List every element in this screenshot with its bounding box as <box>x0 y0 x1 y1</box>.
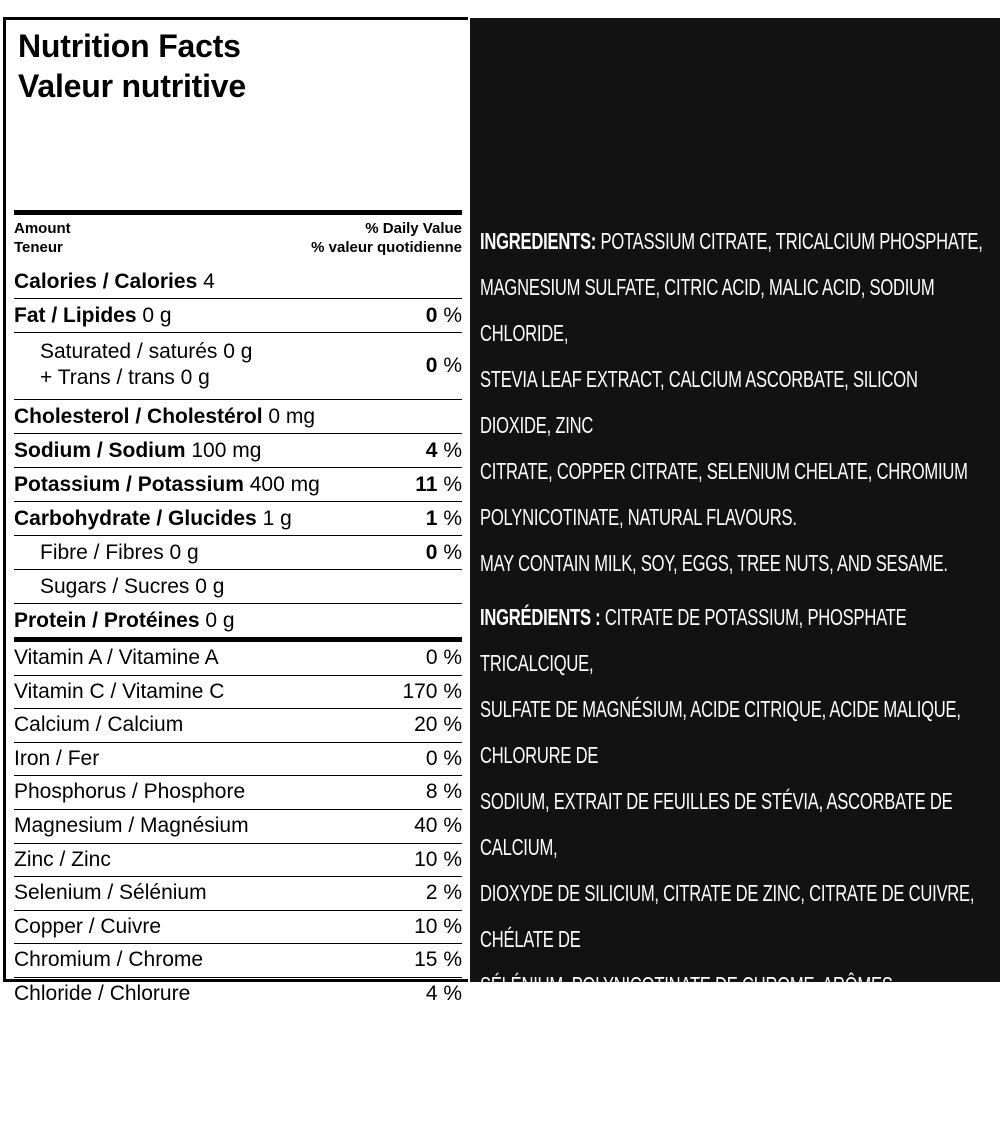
row-vitamin: Vitamin A / Vitamine A 0 % <box>14 637 462 675</box>
ingredients-en-line: CITRATE, COPPER CITRATE, SELENIUM CHELATE, CHROMIUM <box>480 458 968 484</box>
ingredients-en-line: MAGNESIUM SULFATE, CITRIC ACID, MALIC ACID, SODIUM CHLORIDE, <box>480 274 935 346</box>
row-sugars: Sugars / Sucres 0 g <box>14 569 462 603</box>
title-en: Nutrition Facts <box>18 28 241 64</box>
amount-en: Amount <box>14 220 71 237</box>
nutrient-rows <box>14 265 462 1011</box>
row-vitamin: Zinc / Zinc 10 % <box>14 843 462 877</box>
row-vitamin: Copper / Cuivre 10 % <box>14 910 462 944</box>
amount-header <box>14 219 462 259</box>
row-potassium: Potassium / Potassium 400 mg 11 % <box>14 467 462 501</box>
amount-fr: Teneur <box>14 239 63 256</box>
row-vitamin: Chromium / Chrome 15 % <box>14 943 462 977</box>
row-fibre: Fibre / Fibres 0 g 0 % <box>14 535 462 569</box>
ingredients-fr-allergen: PEUT CONTENIR DU LAIT, DU SOYA, DES OEUFS, DES NOIX ET DU SÉSAME. <box>480 1064 971 1136</box>
saturated-line: Saturated / saturés 0 g <box>40 340 253 363</box>
row-protein: Protein / Protéines 0 g <box>14 603 462 637</box>
ingredients-en-line: POLYNICOTINATE, NATURAL FLAVOURS. <box>480 504 797 530</box>
row-vitamin: Chloride / Chlorure 4 % <box>14 977 462 1011</box>
ingredients-fr-line: SÉLÉNIUM, POLYNICOTINATE DE CHROME, ARÔMES NATURELS. <box>480 972 893 1044</box>
trans-line: + Trans / trans 0 g <box>40 366 210 389</box>
row-calories: Calories / Calories 4 <box>14 270 215 293</box>
ingredients-en-line: STEVIA LEAF EXTRACT, CALCIUM ASCORBATE, SILICON DIOXIDE, ZINC <box>480 366 918 438</box>
row-saturated-trans: Saturated / saturés 0 g + Trans / trans 0 g 0 % <box>14 332 462 399</box>
nutrition-header <box>18 26 246 106</box>
row-vitamin: Magnesium / Magnésium 40 % <box>14 809 462 843</box>
thick-divider <box>14 210 462 215</box>
row-vitamin: Selenium / Sélénium 2 % <box>14 876 462 910</box>
row-cholesterol: Cholesterol / Cholestérol 0 mg <box>14 399 462 433</box>
ingredients-fr-line: INGRÉDIENTS : CITRATE DE POTASSIUM, PHOSPHATE TRICALCIQUE, <box>480 604 907 676</box>
title-fr: Valeur nutritive <box>18 68 246 104</box>
ingredients-en-allergen: MAY CONTAIN MILK, SOY, EGGS, TREE NUTS, AND SESAME. <box>480 550 948 576</box>
dv-en: % Daily Value <box>365 220 462 237</box>
row-vitamin: Iron / Fer 0 % <box>14 742 462 776</box>
row-vitamin: Phosphorus / Phosphore 8 % <box>14 775 462 809</box>
nutrition-facts-table <box>3 17 468 1005</box>
row-carbohydrate: Carbohydrate / Glucides 1 g 1 % <box>14 501 462 535</box>
ingredients-fr-line: SODIUM, EXTRAIT DE FEUILLES DE STÉVIA, ASCORBATE DE CALCIUM, <box>480 788 953 860</box>
ingredients-en-heading: INGREDIENTS: <box>480 228 597 254</box>
row-vitamin: Calcium / Calcium 20 % <box>14 708 462 742</box>
ingredients-fr-heading: INGRÉDIENTS : <box>480 604 601 630</box>
row-fat: Fat / Lipides 0 g 0 % <box>14 298 462 332</box>
row-vitamin: Vitamin C / Vitamine C 170 % <box>14 675 462 709</box>
ingredients-fr-line: SULFATE DE MAGNÉSIUM, ACIDE CITRIQUE, ACIDE MALIQUE, CHLORURE DE <box>480 696 961 768</box>
dv-fr: % valeur quotidienne <box>311 239 462 256</box>
row-sodium: Sodium / Sodium 100 mg 4 % <box>14 433 462 467</box>
ingredients-en-line: INGREDIENTS: POTASSIUM CITRATE, TRICALCIUM PHOSPHATE, <box>480 228 983 254</box>
ingredients-list <box>480 218 984 1146</box>
ingredients-fr-line: DIOXYDE DE SILICIUM, CITRATE DE ZINC, CITRATE DE CUIVRE, CHÉLATE DE <box>480 880 975 952</box>
